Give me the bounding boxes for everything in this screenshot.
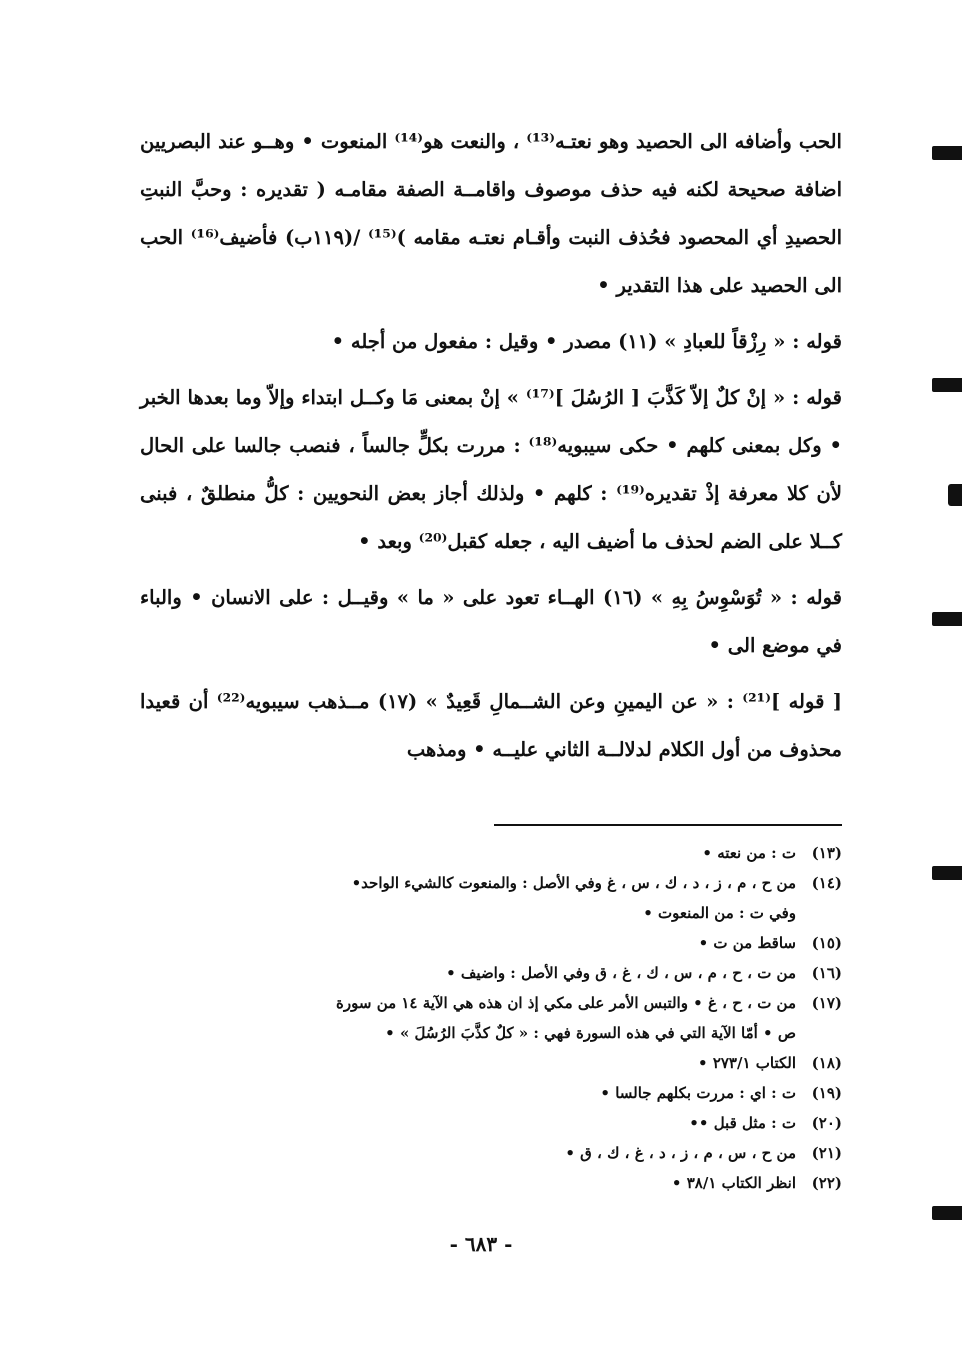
footnote — [140, 838, 842, 868]
footnote-text: ساقط من ت • — [698, 934, 796, 952]
scan-edge-mark — [932, 612, 962, 626]
footnote-number: (١٨) — [811, 1054, 842, 1072]
footnote — [140, 928, 842, 958]
scan-edge-mark — [948, 484, 962, 506]
footnote-text: من ح ، س ، م ، ز ، د ، غ ، ك ، ق • — [565, 1144, 796, 1162]
footnote-text: من ت ، ح ، م ، س ، ك ، غ ، ق وفي الأصل : واضيف • — [446, 964, 796, 982]
footnote — [140, 1108, 842, 1138]
paragraph: قوله : « إنْ كلٌ إلاّ كَذَّبَ [ الرُسُلَ ]⁽¹⁷⁾ » إنْ بمعنى مَا وكــل ابتداء وإلاّ وما بعدها الخبر • وكل بمعنى كلهم • حكى سيبويه⁽¹⁸⁾ : مررت بكلٍّ جالساً ، فنصب جالسا على الحال لأن كلا معرفة إذْ تقديره⁽¹⁹⁾ : كلهم • ولذلك أجاز بعض النحويين : كلُّ منطلقٌ ، فبنى كــلا على الضم لحذف ما أضيف اليه ، جعله كقبل⁽²⁰⁾ وبعد • — [140, 386, 843, 553]
footnote — [140, 868, 842, 898]
footnote-number: (٢٠) — [811, 1114, 842, 1132]
footnote — [140, 1048, 842, 1078]
scan-edge-mark — [932, 146, 962, 160]
paragraph: الحب وأضافه الى الحصيد وهو نعتـه⁽¹³⁾ ، والنعت هو⁽¹⁴⁾ المنعوت • وهــو عند البصريين اضافة صحيحة لكنه فيه حذف موصوف واقامــة الصفة مقامـه ( تقديره : وحبَّ النبتِ الحصيدِ أي المحصود فحُذف النبت وأقـام نعتـه مقامه )⁽¹⁵⁾ /(١١٩ب) فأضيف⁽¹⁶⁾ الحب الى الحصيد على هذا التقدير • — [140, 130, 842, 297]
footnote-text: انظر الكتاب ٣٨/١ • — [671, 1174, 796, 1192]
footnote — [140, 958, 842, 988]
footnote — [140, 1168, 842, 1198]
paragraph: [ قوله ]⁽²¹⁾ : « عن اليمينِ وعن الشــمالِ قَعِيدٌ » (١٧) مــذهب سيبويه⁽²²⁾ أن قعيدا محذوف من أول الكلام لدلالــة الثاني عليــه • ومذهب — [140, 690, 842, 761]
footnote-text: ت : من نعته • — [702, 844, 796, 862]
scan-edge-mark — [932, 378, 962, 392]
footnote-number: (١٩) — [811, 1084, 842, 1102]
footnote-divider — [494, 824, 842, 826]
footnote-continuation — [140, 1018, 842, 1048]
footnote-number: (١٣) — [811, 844, 842, 862]
main-text — [140, 118, 842, 774]
footnote-number: (٢٢) — [811, 1174, 842, 1192]
footnote — [140, 1138, 842, 1168]
footnote-text: ت : مثل قبل •• — [689, 1114, 796, 1132]
paragraph: قوله : « رِزْقاً للعبادِ » (١١) مصدر • وقيل : مفعول من أجله • — [331, 330, 842, 353]
scan-edge-mark — [932, 866, 962, 880]
footnotes — [140, 838, 842, 1198]
footnote-number: (١٥) — [811, 934, 842, 952]
page-number: - ٦٨٣ - — [449, 1232, 513, 1256]
footnote — [140, 988, 842, 1018]
footnote-text: من ح ، م ، ز ، د ، ك ، س ، غ وفي الأصل : والمنعوت كالشيء الواحد• — [351, 874, 796, 892]
footnote-number: (١٦) — [811, 964, 842, 982]
footnote-number: (١٤) — [811, 874, 842, 892]
footnote-number: (١٧) — [811, 994, 842, 1012]
footnote — [140, 1078, 842, 1108]
scan-edge-mark — [932, 1206, 962, 1220]
footnote-text: ص • أمّا الآية التي في هذه السورة فهي : « كلٌ كذَّبَ الرُسُلَ » • — [385, 1024, 796, 1042]
footnote-text: من ت ، ح ، غ • والتبس الأمر على مكي إذ ان هذه هي الآية ١٤ من سورة — [336, 994, 796, 1012]
footnote-text: وفي ت : من المنعوت • — [643, 904, 796, 922]
footnote-number: (٢١) — [811, 1144, 842, 1162]
footnote-text: ت : اي : مررت بكلهم جالسا • — [600, 1084, 796, 1102]
paragraph: قوله : « تُوَسْوِسُ بِهِ » (١٦) الهــاء تعود على « ما » وقيــل : على الانسان • والباء في موضع الى • — [140, 586, 842, 657]
footnote-text: الكتاب ٢٧٣/١ • — [698, 1054, 796, 1072]
footnote-continuation — [140, 898, 842, 928]
